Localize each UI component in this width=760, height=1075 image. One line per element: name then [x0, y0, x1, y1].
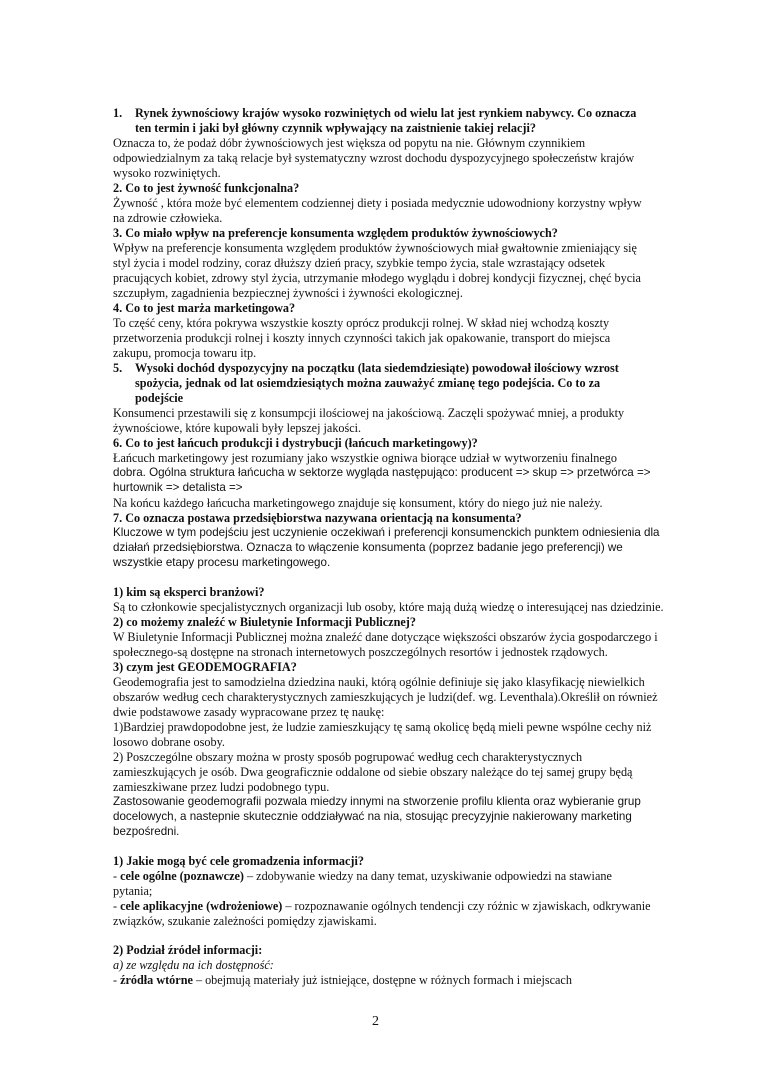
- answer-6: dobra. Ogólna struktura łańcucha w sektorze wygląda następująco: producent => skup => przetwórca =>: [113, 466, 651, 479]
- section3-item-secondary-sources: [113, 973, 572, 987]
- page-number: 2: [372, 1014, 379, 1029]
- answer-2: Żywność , która może być elementem codziennej diety i posiada medycznie udowodniony korzystny wpływ: [113, 196, 642, 210]
- question-5-title: Wysoki dochód dyspozycyjny na początku (lata siedemdziesiąte) powodował ilościowy wzrost: [135, 361, 619, 375]
- question-4: 4. Co to jest marża marketingowa?: [113, 301, 296, 315]
- section2-answer-3: losowo dobrane osoby.: [113, 735, 225, 749]
- question-1-title: Rynek żywnościowy krajów wysoko rozwiniętych od wielu lat jest rynkiem nabywcy. Co oznacza: [135, 106, 637, 120]
- answer-3: pracujących kobiet, zdrowy styl życia, utrzymanie młodego wyglądu i dobrej kondycji fizycznej, chęć bycia: [113, 271, 641, 285]
- question-1-number: 1.: [113, 106, 123, 120]
- section2-answer-3-application: Zastosowanie geodemografii pozwala miedzy innymi na stworzenie profilu klienta oraz wybieranie grup: [113, 795, 641, 808]
- section2-answer-3: zamieszkujących je osób. Dwa geograficznie oddalone od siebie obszary należące do tej samej grupy będą: [113, 765, 633, 779]
- section2-answer-2: społecznego-są dostępne na stronach internetowych poszczególnych resortów i jednostek rządowych.: [113, 645, 608, 659]
- section2-question-2: 2) co możemy znaleźć w Biuletynie Informacji Publicznej?: [113, 615, 416, 629]
- section2-question-1: 1) kim są eksperci branżowi?: [113, 585, 265, 599]
- item-bold-term: cele ogólne (poznawcze): [120, 869, 244, 883]
- answer-6: Łańcuch marketingowy jest rozumiany jako wszystkie ogniwa biorące udział w wytworzeniu finalnego: [113, 451, 617, 465]
- item-description: – obejmują materiały już istniejące, dostępne w różnych formach i miejscach: [192, 973, 572, 987]
- question-5-number: 5.: [113, 361, 123, 375]
- question-3: 3. Co miało wpływ na preferencje konsumenta względem produktów żywnościowych?: [113, 226, 558, 240]
- section2-answer-3: Geodemografia jest to samodzielna dziedzina nauki, którą ogólnie definiuje się jako klasyfikację niewielkich: [113, 675, 645, 689]
- answer-6: Na końcu każdego łańcucha marketingowego znajduje się konsument, który do niego już nie należy.: [113, 496, 603, 510]
- question-5-title: spożycia, jednak od lat osiemdziesiątych można zauważyć zmianę tego podejścia. Co to za: [135, 376, 601, 390]
- question-6: 6. Co to jest łańcuch produkcji i dystrybucji (łańcuch marketingowy)?: [113, 436, 478, 450]
- answer-3: szczupłym, zagadnienia bezpiecznej żywności i żywności ekologicznej.: [113, 286, 463, 300]
- answer-3: styl życia i model rodziny, coraz dłuższy dzień pracy, szybkie tempo życia, stale wzrastający odsetek: [113, 256, 606, 270]
- section3-question-1: 1) Jakie mogą być cele gromadzenia informacji?: [113, 854, 364, 868]
- answer-5: Konsumenci przestawili się z konsumpcji ilościowej na jakościową. Zaczęli spożywać mniej, a produkty: [113, 406, 625, 420]
- answer-3: Wpływ na preferencje konsumenta względem produktów żywnościowych miał gwałtownie zmieniający się: [113, 241, 637, 255]
- item-prefix: -: [113, 899, 121, 913]
- section3-item-applied-goals: [113, 899, 651, 913]
- answer-7: działań przedsiębiorstwa. Oznacza to włączenie konsumenta (poprzez badanie jego preferencji) we: [113, 541, 623, 554]
- answer-1: odpowiedzialnym za taką relacje był systematyczny wzrost dochodu dyspozycyjnego społeczeństw krajów: [113, 151, 635, 165]
- section3-item-applied-goals-cont: związków, szukanie zależności pomiędzy zjawiskami.: [113, 914, 377, 928]
- section2-answer-2: W Biuletynie Informacji Publicznej można znaleźć dane dotyczące większości obszarów życia gospodarczego i: [113, 630, 658, 644]
- section2-answer-3-application: bezpośredni.: [113, 825, 180, 838]
- answer-1: Oznacza to, że podaż dóbr żywnościowych jest większa od popytu na nie. Głównym czynnikiem: [113, 136, 586, 150]
- question-7: 7. Co oznacza postawa przedsiębiorstwa nazywana orientacją na konsumenta?: [113, 511, 522, 525]
- answer-7: wszystkie etapy procesu marketingowego.: [113, 556, 331, 569]
- answer-6: hurtownik => detalista =>: [113, 481, 243, 494]
- question-5-title: podejście: [135, 391, 184, 405]
- section2-answer-3: 2) Poszczególne obszary można w prosty sposób pogrupować według cech charakterystycznych: [113, 750, 583, 764]
- section2-answer-3: zamieszkiwane przez ludzi podobnego typu.: [113, 780, 330, 794]
- item-description: – rozpoznawanie ogólnych tendencji czy różnic w zjawiskach, odkrywanie: [282, 899, 651, 913]
- section3-question-2: 2) Podział źródeł informacji:: [113, 943, 263, 957]
- section2-answer-3-application: docelowych, a nastepnie skutecznie oddziaływać na nia, stosując precyzyjnie nakierowany marketing: [113, 810, 632, 823]
- section3-subheading: a) ze względu na ich dostępność:: [113, 958, 274, 972]
- section2-answer-1: Są to członkowie specjalistycznych organizacji lub osoby, które mają dużą wiedzę o interesującej nas dziedzinie.: [113, 600, 664, 614]
- section2-answer-3: 1)Bardziej prawdopodobne jest, że ludzie zamieszkujący tę samą okolicę będą mieli pewne wspólne cechy niż: [113, 720, 652, 734]
- answer-7: Kluczowe w tym podejściu jest uczynienie oczekiwań i preferencji konsumenckich punktem odniesienia dla: [113, 526, 660, 539]
- item-prefix: -: [113, 973, 121, 987]
- answer-5: żywnościowe, które kupowali były lepszej jakości.: [113, 421, 362, 435]
- question-1-title: ten termin i jaki był główny czynnik wpływający na zaistnienie takiej relacji?: [135, 121, 536, 135]
- item-bold-term: cele aplikacyjne (wdrożeniowe): [120, 899, 283, 913]
- answer-2: na zdrowie człowieka.: [113, 211, 223, 225]
- section3-item-general-goals-cont: pytania;: [113, 884, 153, 898]
- answer-1: wysoko rozwiniętych.: [113, 166, 221, 180]
- answer-4: To część ceny, która pokrywa wszystkie koszty oprócz produkcji rolnej. W skład niej wchodzą koszty: [113, 316, 610, 330]
- section2-answer-3: obszarów według cech charakterystycznych zamieszkujących je ludzi(def. wg. Leventhala).Określił on również: [113, 690, 658, 704]
- section2-answer-3: dwie podstawowe zasady wypracowane przez tę naukę:: [113, 705, 385, 719]
- answer-4: zakupu, promocja towaru itp.: [113, 346, 257, 360]
- section3-item-general-goals: [113, 869, 612, 883]
- answer-4: przetworzenia produkcji rolnej i koszty innych czynności takich jak opakowanie, transport do miejsca: [113, 331, 611, 345]
- section2-question-3: 3) czym jest GEODEMOGRAFIA?: [113, 660, 297, 674]
- item-bold-term: źródła wtórne: [120, 973, 193, 987]
- item-prefix: -: [113, 869, 121, 883]
- item-description: – zdobywanie wiedzy na dany temat, uzyskiwanie odpowiedzi na stawiane: [243, 869, 612, 883]
- question-2: 2. Co to jest żywność funkcjonalna?: [113, 181, 300, 195]
